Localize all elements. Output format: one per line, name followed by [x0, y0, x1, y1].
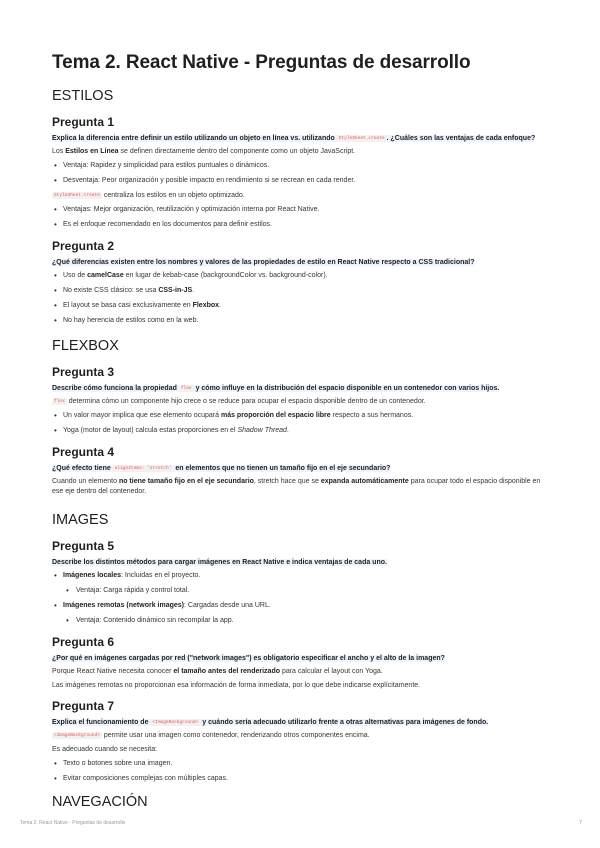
list-item: • Es el enfoque recomendado en los documentos para definir estilos. — [52, 220, 552, 230]
list-item: • Uso de camelCase en lugar de kebab-case (backgroundColor vs. background-color). — [52, 271, 552, 281]
question-text-3: Describe cómo funciona la propiedad flex y cómo influye en la distribución del espacio disponible en un contenedor con varios hijos. — [52, 385, 500, 392]
bullet-list — [52, 411, 552, 436]
answer-paragraph: Porque React Native necesita conocer el tamaño antes del renderizado para calcular el layout con Yoga. — [52, 668, 383, 675]
section-heading-images: IMAGES — [52, 512, 109, 528]
list-item: • Evitar composiciones complejas con múltiples capas. — [52, 774, 552, 784]
list-item: • Ventaja: Rapidez y simplicidad para estilos puntuales o dinámicos. — [52, 161, 552, 171]
list-item: • Ventajas: Mejor organización, reutilización y optimización interna por React Native. — [52, 205, 552, 215]
inline-code: flex — [54, 399, 65, 404]
question-text-2: ¿Qué diferencias existen entre los nombres y valores de las propiedades de estilo en React Native respecto a CSS tradicional? — [52, 259, 475, 266]
bullet-list — [52, 205, 552, 230]
list-item: • Desventaja: Peor organización y posible impacto en rendimiento si se recrean en cada render. — [52, 176, 552, 186]
question-text-5: Describe los distintos métodos para cargar imágenes en React Native e indica ventajas de cada uno. — [52, 559, 387, 566]
list-item: • Texto o botones sobre una imagen. — [52, 759, 552, 769]
sub-list-item: • Ventaja: Carga rápida y control total. — [52, 586, 552, 596]
list-item: • No hay herencia de estilos como en la web. — [52, 316, 552, 326]
question-text-6: ¿Por qué en imágenes cargadas por red ("network images") es obligatorio especificar el ancho y el alto de la imagen? — [52, 655, 445, 662]
inline-code: flex — [180, 386, 192, 391]
question-text-1: Explica la diferencia entre definir un estilo utilizando un objeto en línea vs. utilizando StyleSheet.create . ¿Cuáles son las ventajas de cada enfoque? — [52, 135, 536, 142]
list-item: • El layout se basa casi exclusivamente en Flexbox. — [52, 301, 552, 311]
answer-paragraph: Es adecuado cuando se necesita: — [52, 746, 158, 753]
bullet-list — [52, 759, 552, 784]
inline-code: alignItems: 'stretch' — [114, 466, 172, 471]
answer-paragraph: Las imágenes remotas no proporcionan esa información de forma inmediata, por lo que debe indicarse explícitamente. — [52, 682, 421, 689]
question-heading-6: Pregunta 6 — [52, 635, 115, 649]
section-heading-flexbox: FLEXBOX — [52, 338, 119, 354]
question-heading-2: Pregunta 2 — [52, 239, 115, 253]
question-heading-3: Pregunta 3 — [52, 365, 115, 379]
bullet-list — [52, 571, 552, 626]
answer-paragraph: Los Estilos en Línea se definen directamente dentro del componente como un objeto JavaScript. — [52, 148, 356, 155]
question-text-4: ¿Qué efecto tiene alignItems: 'stretch' en elementos que no tienen un tamaño fijo en el eje secundario? — [52, 465, 391, 472]
answer-paragraph: StyleSheet.create centraliza los estilos en un objeto optimizado. — [54, 192, 245, 199]
inline-code: StyleSheet.create — [54, 193, 100, 198]
page-title: Tema 2. React Native - Preguntas de desarrollo — [52, 52, 471, 73]
answer-paragraph: Cuando un elemento no tiene tamaño fijo en el eje secundario, stretch hace que se expanda automáticamente para ocupar todo el espacio disponible en ese eje dentro del contenedor. — [52, 478, 541, 495]
bullet-list — [52, 161, 552, 186]
document-page — [52, 52, 552, 821]
list-item: • Imágenes remotas (network images): Cargadas desde una URL. — [52, 601, 552, 611]
list-item: • Yoga (motor de layout) calcula estas proporciones en el Shadow Thread. — [52, 426, 552, 436]
section-heading-navegacion: NAVEGACIÓN — [52, 794, 148, 810]
section-heading-estilos: ESTILOS — [52, 88, 114, 104]
question-heading-1: Pregunta 1 — [52, 115, 115, 129]
question-heading-7: Pregunta 7 — [52, 699, 115, 713]
list-item: • Imágenes locales: Incluidas en el proyecto. — [52, 571, 552, 581]
answer-paragraph: <ImageBackground> permite usar una imagen como contenedor, renderizando otros componentes encima. — [54, 732, 370, 739]
question-heading-5: Pregunta 5 — [52, 539, 115, 553]
answer-paragraph: flex determina cómo un componente hijo crece o se reduce para ocupar el espacio disponible dentro de un contenedor. — [54, 398, 426, 405]
inline-code: <ImageBackground> — [54, 733, 100, 738]
bullet-list — [52, 271, 552, 326]
list-item: • No existe CSS clásico: se usa CSS-in-JS. — [52, 286, 552, 296]
inline-code: StyleSheet.create — [338, 136, 385, 141]
question-text-7: Explica el funcionamiento de <ImageBackground> y cuándo sería adecuado utilizarlo frente a otras alternativas para imágenes de fondo. — [52, 719, 489, 726]
page-number: 7 — [579, 820, 582, 826]
inline-code: <ImageBackground> — [152, 720, 199, 725]
question-heading-4: Pregunta 4 — [52, 445, 115, 459]
page-footer: Tema 2. React Native - Preguntas de desarrollo — [20, 820, 126, 826]
list-item: • Un valor mayor implica que ese elemento ocupará más proporción del espacio libre respecto a sus hermanos. — [52, 411, 552, 421]
sub-list-item: • Ventaja: Contenido dinámico sin recompilar la app. — [52, 616, 552, 626]
